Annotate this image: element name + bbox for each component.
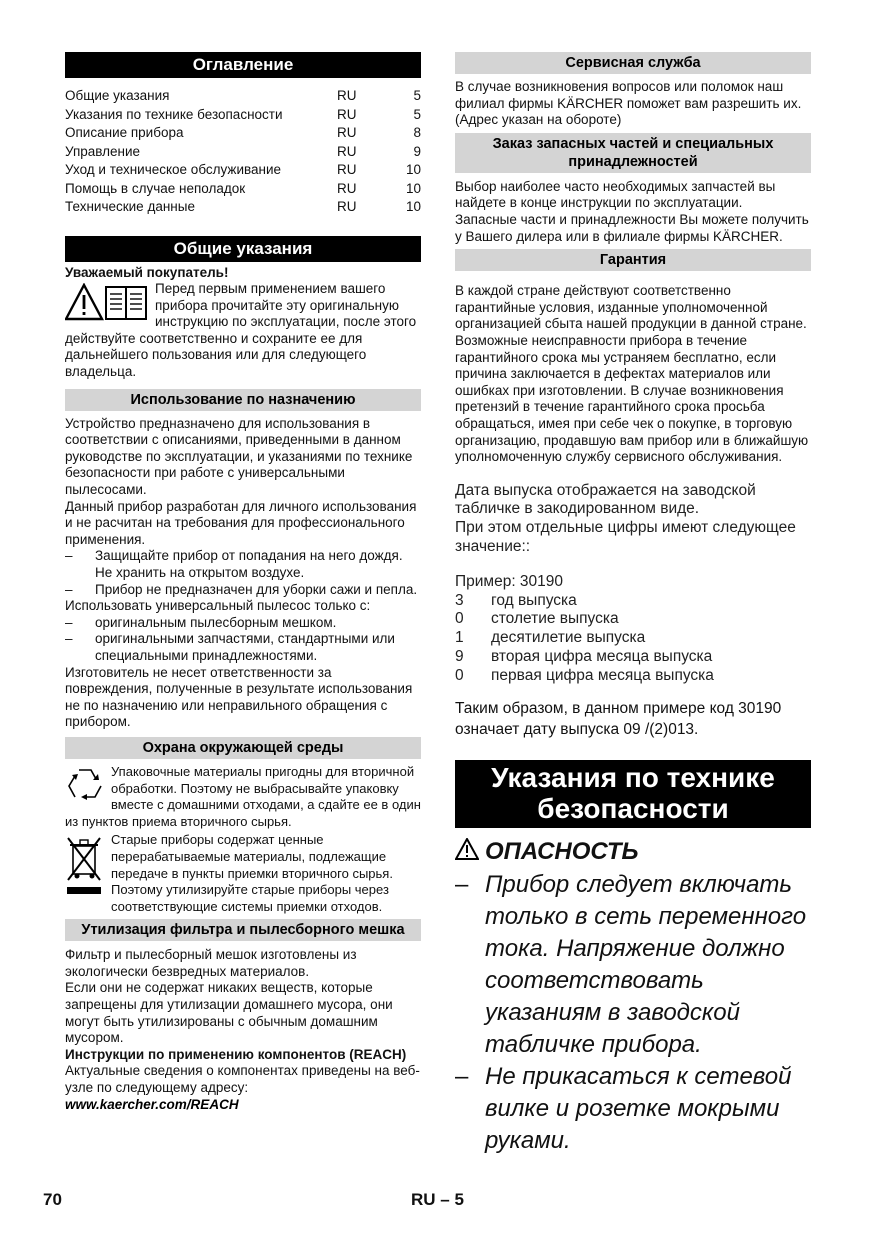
toc-label: Уход и техническое обслуживание — [65, 162, 282, 177]
danger-heading — [455, 838, 811, 867]
safety-title: Указания по технике безопасности — [455, 760, 811, 828]
example-row — [455, 648, 811, 667]
example-digit: 3 — [455, 591, 464, 609]
production-date-conclusion: Таким образом, в данном примере код 30190 означает дату выпуска 09 /(2)013. — [455, 699, 782, 738]
disposal-title: Утилизация фильтра и пылесборного мешка — [65, 919, 421, 941]
example-meaning: первая цифра месяца выпуска — [491, 666, 714, 684]
reach-link[interactable]: www.kaercher.com/REACH — [65, 1096, 239, 1112]
recycle-icon — [65, 766, 105, 809]
reach-text: Актуальные сведения о компонентах приведены на веб-узле по следующему адресу: — [65, 1063, 420, 1096]
example-meaning: столетие выпуска — [491, 610, 619, 628]
service-p1: В случае возникновения вопросов или поломок наш филиал фирмы KÄRCHER поможет вам разрешить их. — [455, 79, 802, 111]
warning-triangle-icon — [455, 838, 479, 867]
toc-label: Помощь в случае неполадок — [65, 180, 246, 196]
production-date-p2: При этом отдельные цифры имеют следующее значение:: — [455, 519, 796, 556]
toc-page: 8 — [413, 125, 421, 140]
reach-title: Инструкции по применению компонентов (REACH) — [65, 1046, 407, 1062]
list-item: – Защищайте прибор от попадания на него дождя. Не хранить на открытом воздухе. — [65, 548, 403, 580]
environment-title: Охрана окружающей среды — [65, 737, 421, 759]
toc-label: Описание прибора — [65, 125, 184, 140]
danger-label: ОПАСНОСТЬ — [485, 838, 639, 866]
toc-label: Технические данные — [65, 199, 195, 214]
example-meaning: год выпуска — [491, 591, 577, 609]
toc-title: Оглавление — [65, 52, 421, 78]
toc-lang: RU — [337, 88, 357, 103]
section-page: RU – 5 — [411, 1190, 464, 1209]
dear-customer: Уважаемый покупатель! — [65, 264, 229, 280]
toc-page: 10 — [405, 199, 421, 214]
toc-row[interactable] — [65, 180, 421, 199]
toc-label: Общие указания — [65, 88, 170, 103]
toc-row[interactable] — [65, 198, 421, 217]
example-row — [455, 667, 811, 686]
spare-parts-p1: Выбор наиболее часто необходимых запчастей вы найдете в конце инструкции по эксплуатации. — [455, 178, 776, 211]
example-row — [455, 592, 811, 611]
toc-lang: RU — [337, 199, 357, 214]
toc-page: 10 — [405, 162, 421, 177]
toc-row[interactable] — [65, 161, 421, 180]
toc-table — [65, 87, 421, 217]
right-column — [455, 52, 811, 1157]
environment-p1: Упаковочные материалы пригодны для вторичной обработки. Поэтому не выбрасывайте упаковку вместе с домашними отходами, а сдайте ее в один из пунктов приема вторичного сырья. — [65, 763, 421, 829]
toc-lang: RU — [337, 180, 357, 196]
production-date-p1: Дата выпуска отображается на заводской табличке в закодированном виде. — [455, 481, 756, 518]
intended-use-p1: Устройство предназначено для использования в соответствии с описаниями, приведенными в данном руководстве по эксплуатации, и указаниями по технике безопасности при работе с универсальными пылесосами. — [65, 415, 413, 498]
intended-use-title: Использование по назначению — [65, 389, 421, 411]
toc-page: 5 — [413, 106, 421, 122]
warranty-p1: В каждой стране действуют соответственно гарантийные условия, изданные уполномоченной организацией сбыта нашей продукции в данной стране. Возможные неисправности прибора в течение гарантийного срока мы устраняем бесплатно, если причина заключается в дефектах материалов или ошибках при изготовлении. В случае возникновения претензий в течение гарантийного срока просьба обращаться, имея при себе чек о покупке, в торговую организацию, продавшую вам прибор или в ближайшую уполномоченную службу сервисного обслуживания. — [455, 283, 809, 465]
spare-parts-p2: Запасные части и принадлежности Вы можете получить у Вашего дилера или в филиале фирмы KÄRCHER. — [455, 211, 809, 244]
list-item: – Прибор не предназначен для уборки сажи и пепла. — [65, 581, 418, 597]
service-title: Сервисная служба — [455, 52, 811, 74]
toc-lang: RU — [337, 162, 357, 177]
toc-lang: RU — [337, 143, 357, 159]
example-digit: 9 — [455, 648, 464, 666]
disposal-p2: Если они не содержат никаких веществ, которые запрещены для утилизации домашнего мусора, они могут быть утилизированы с обычным домашним мусором. — [65, 980, 393, 1046]
example-row — [455, 610, 811, 629]
general-title: Общие указания — [65, 236, 421, 262]
example-digit: 0 — [455, 610, 464, 628]
toc-page: 9 — [413, 143, 421, 159]
toc-lang: RU — [337, 125, 357, 140]
example-digit: 1 — [455, 629, 464, 647]
disposal-p1: Фильтр и пылесборный мешок изготовлены из экологически безвредных материалов. — [65, 947, 357, 979]
list-item: – оригинальным пылесборным мешком. — [65, 614, 337, 630]
warranty-title: Гарантия — [455, 249, 811, 271]
spare-parts-title: Заказ запасных частей и специальных принадлежностей — [455, 133, 811, 173]
example-meaning: вторая цифра месяца выпуска — [491, 648, 713, 666]
toc-page: 5 — [413, 88, 421, 103]
list-item: – Не прикасаться к сетевой вилке и розетке мокрыми руками. — [455, 1062, 792, 1154]
page-number: 70 — [43, 1190, 62, 1209]
list-item: – Прибор следует включать только в сеть переменного тока. Напряжение должно соответствовать указаниям в заводской табличке прибора. — [455, 870, 807, 1058]
example-meaning: десятилетие выпуска — [491, 629, 646, 647]
environment-p2: Старые приборы содержат ценные перерабатываемые материалы, подлежащие передаче в пункты приемки вторичного сырья. Поэтому утилизируйте старые приборы через соответствующие системы приемки отходов. — [111, 832, 393, 914]
toc-row[interactable] — [65, 124, 421, 143]
toc-lang: RU — [337, 106, 357, 122]
intended-use-p3: Использовать универсальный пылесос только с: — [65, 598, 371, 614]
toc-label: Указания по технике безопасности — [65, 106, 283, 122]
intended-use-p4: Изготовитель не несет ответственности за повреждения, полученные в результате использования не по назначению или неправильного обращения с прибором. — [65, 664, 413, 730]
toc-label: Управление — [65, 143, 141, 159]
toc-row[interactable] — [65, 143, 421, 162]
intended-use-p2: Данный прибор разработан для личного использования и не расчитан на требования для профессионального применения. — [65, 498, 417, 547]
manual-warning-icon — [65, 283, 149, 326]
toc-row[interactable] — [65, 87, 421, 106]
list-item: – оригинальными запчастями, стандартными или специальными принадлежностями. — [65, 631, 395, 663]
toc-page: 10 — [405, 180, 421, 196]
crossed-bin-icon — [65, 834, 105, 903]
service-p2: (Адрес указан на обороте) — [455, 112, 622, 128]
example-row — [455, 629, 811, 648]
left-column — [65, 52, 421, 1113]
example-digit: 0 — [455, 666, 464, 684]
toc-row[interactable] — [65, 106, 421, 125]
example-label: Пример: 30190 — [455, 572, 564, 590]
general-intro: Перед первым применением вашего прибора прочитайте эту оригинальную инструкцию по эксплуатации, после этого действуйте соответственно и сохраните ее для дальнейшего пользования или для следующего владельца. — [65, 281, 417, 380]
